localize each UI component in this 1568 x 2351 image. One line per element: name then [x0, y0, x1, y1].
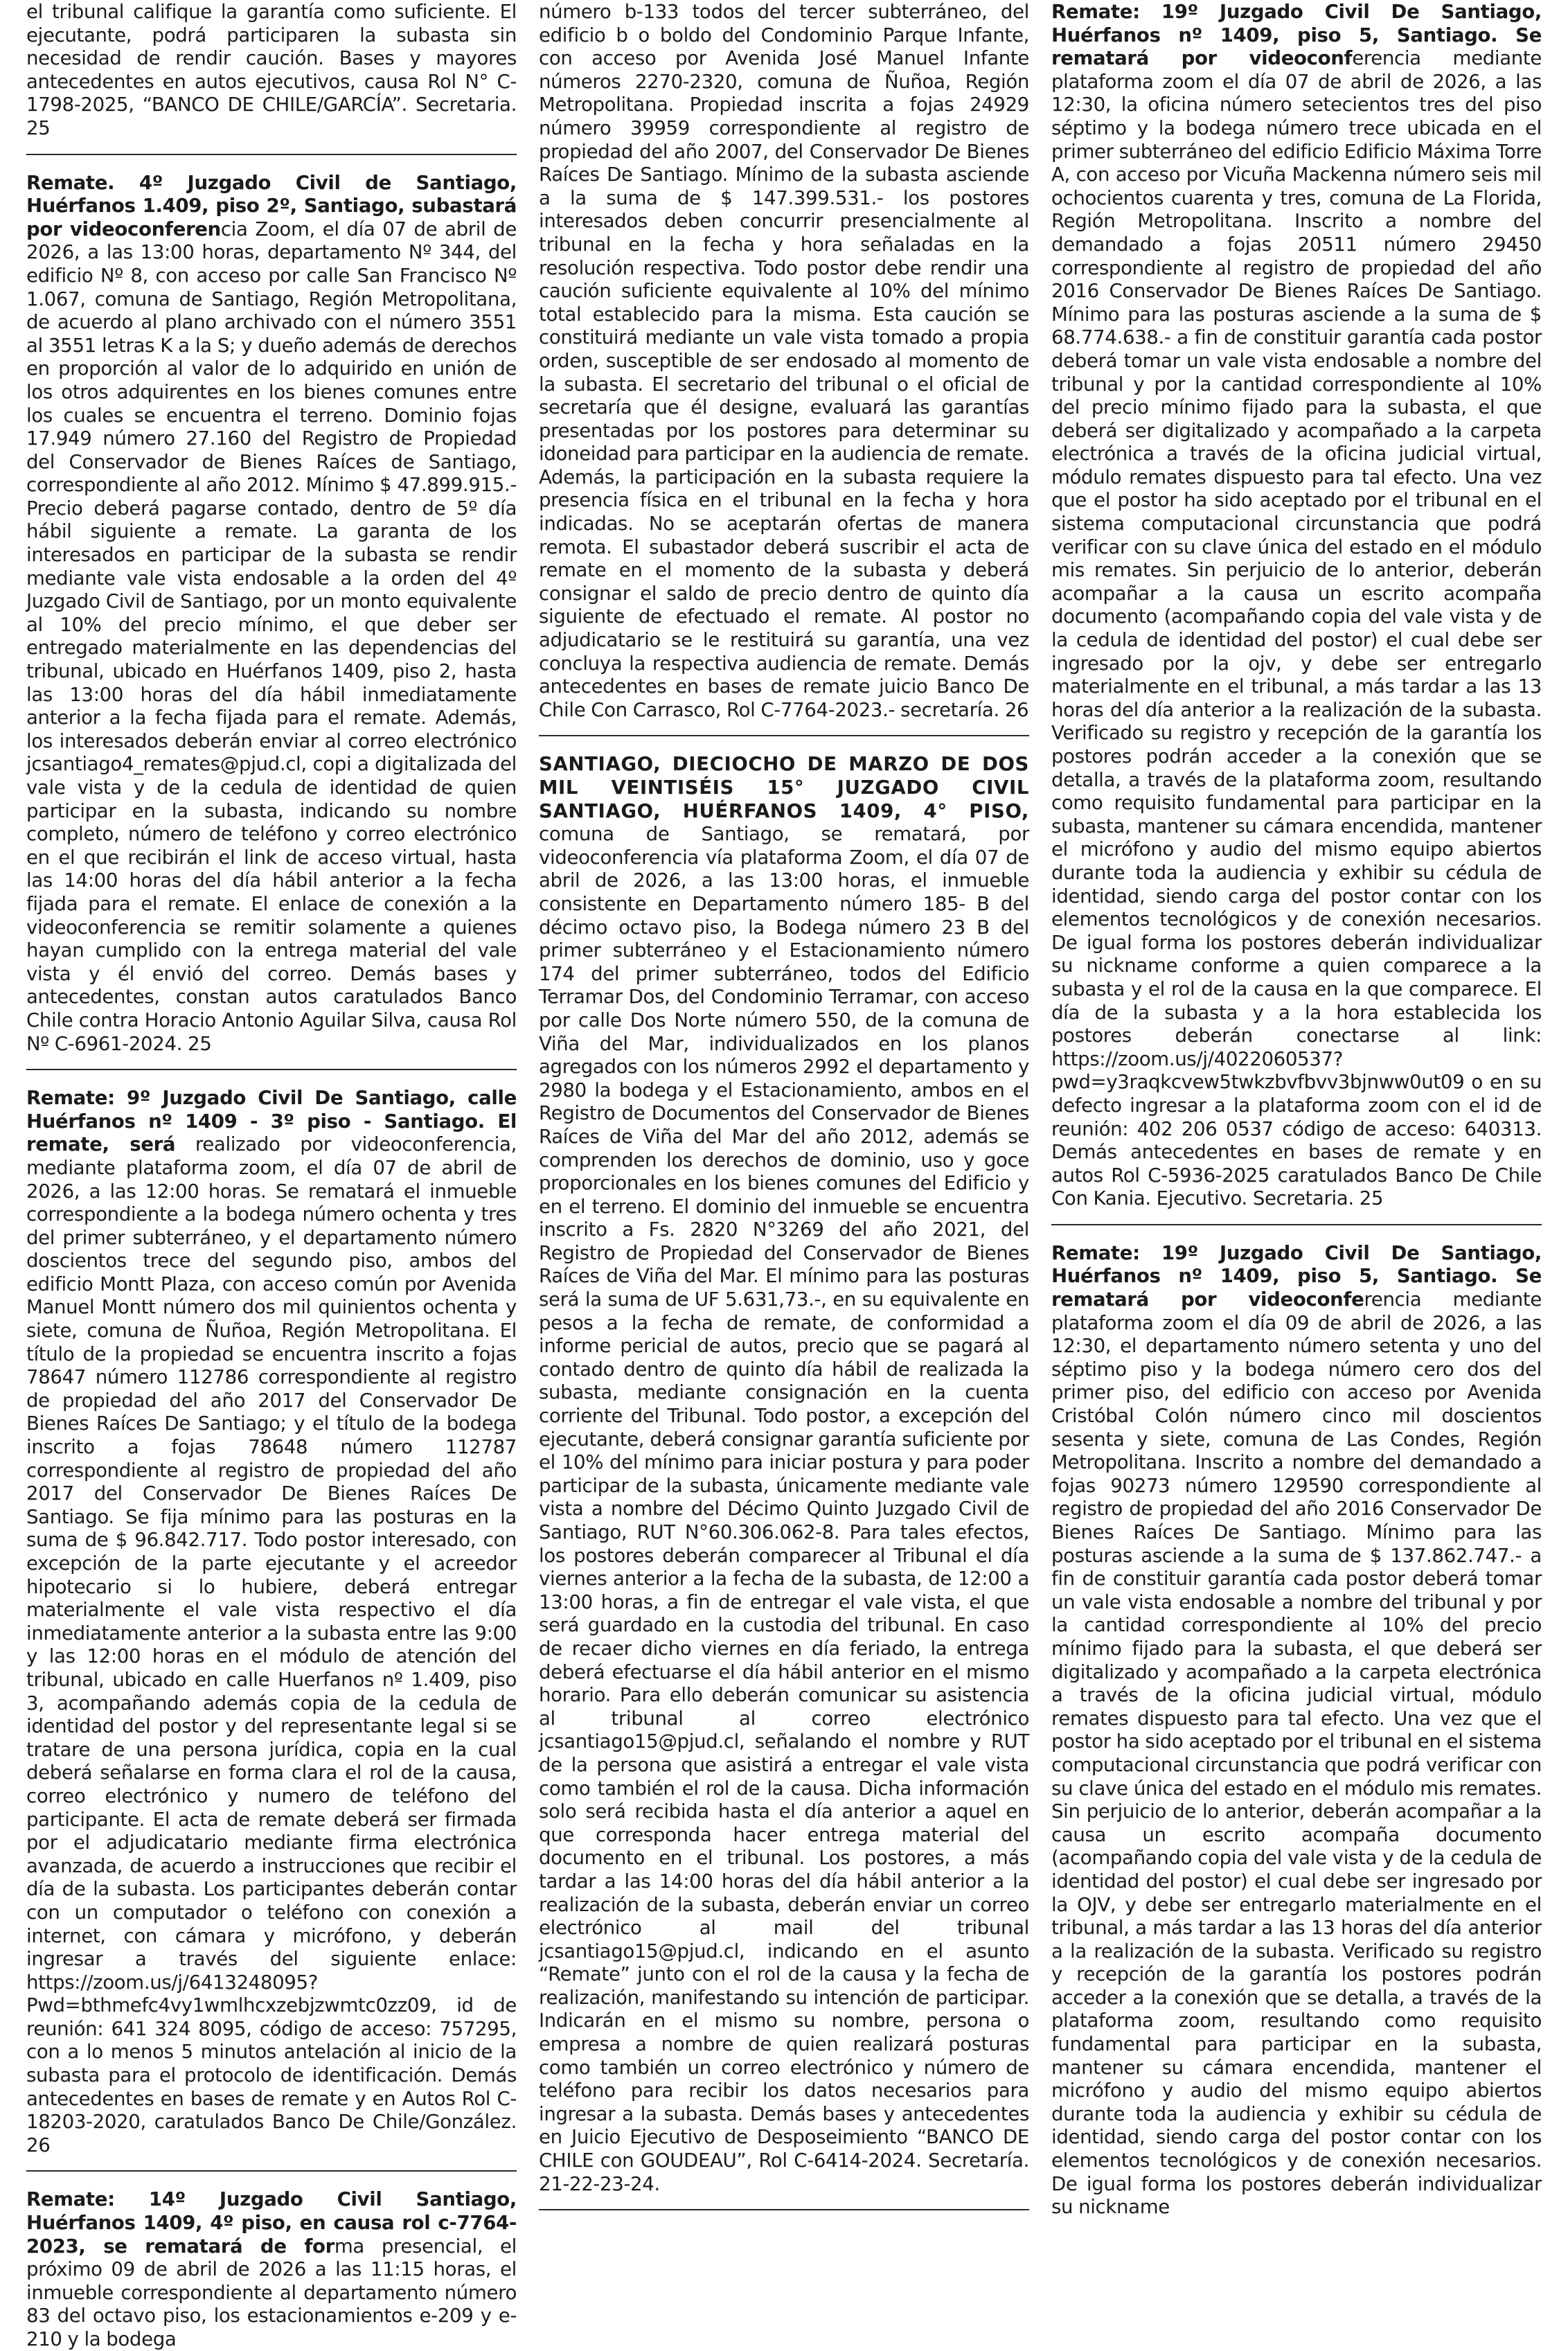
notice-body: comuna de Santiago, se rematará, por videoconferencia vía plataforma Zoom, el día 07 de abril de 2026, a las 13:00 horas, el inmueble consistente en Departamento número 185- B del décimo octavo piso, la Bodega número 23 B del primer subterráneo y el Estacionamiento número 174 del primer subterráneo, todos del Edificio Terramar Dos, del Condominio Terramar, con acceso por calle Dos Norte número 550, de la comuna de Viña del Mar, individualizados en los planos agregados con los números 2992 el departamento y 2980 la bodega y el Estacionamiento, ambos en el Registro de Documentos del Conservador de Bienes Raíces de Viña del Mar del año 2012, además se comprenden los derechos de dominio, uso y goce proporcionales en los bienes comunes del Edificio y en el terreno. El dominio del inmueble se encuentra inscrito a Fs. 2820 N°3269 del año 2021, del Registro de Propiedad del Conservador de Bienes Raíces de Viña del Mar. El mínimo para las posturas será la suma de UF 5.631,73.-, en su equivalente en pesos a la fecha de remate, de conformidad a informe pericial de autos, precio que se pagará al contado dentro de quinto día hábil de realizada la subasta, mediante consignación en la cuenta corriente del Tribunal. Todo postor, a excepción del ejecutante, deberá consignar garantía suficiente por el 10% del mínimo para iniciar postura y para poder participar de la subasta, únicamente mediante vale vista a nombre del Décimo Quinto Juzgado Civil de Santiago, RUT N°60.306.062-8. Para tales efectos, los postores deberán comparecer al Tribunal el día viernes anterior a la fecha de la subasta, de 12:00 a 13:00 horas, a fin de entregar el vale vista, el que será guardado en la custodia del tribunal. En caso de recaer dicho viernes en día feriado, la entrega deberá efectuarse el día hábil anterior en el mismo horario. Para ello deberán comunicar su asistencia al tribunal al correo electrónico jcsantiago15@pjud.cl, señalando el nombre y RUT de la persona que asistirá a entregar el vale vista como también el rol de la causa. Dicha información solo será recibida hasta el día anterior a aquel en que corresponda hacer entrega material del documento en el tribunal. Los postores, a más tardar a las 14:00 horas del día hábil anterior a la realización de la subasta, deberán enviar un correo electrónico al mail del tribunal jcsantiago15@pjud.cl, indicando en el asunto “Remate” junto con el rol de la causa y la fecha de realización, manifestando su intención de participar. Indicarán en el mismo su nombre, persona o empresa a nombre de quien realizará posturas como también un correo electrónico y número de teléfono para recibir los datos necesarios para ingresar a la subasta. Demás bases y antecedentes en Juicio Ejecutivo de Desposeimiento “BANCO DE CHILE con GOUDEAU”, Rol C-6414-2024. Secretaría. 21-22-23-24.	[539, 822, 1029, 2195]
notice-text	[1051, 0, 1542, 1210]
notice-remate-9-juzgado	[26, 1086, 517, 2156]
notice-divider	[26, 154, 517, 155]
notice-text	[539, 752, 1029, 2195]
notice-remate-19-juzgado-b	[1051, 1241, 1542, 2219]
notice-heading: Remate. 4º Juzgado Civil de Santiago, Huérfanos 1.409, piso 2º, Santiago, subastará por videoconferen	[26, 170, 517, 240]
notice-heading: SANTIAGO, DIECIOCHO DE MARZO DE DOS MIL VEINTISÉIS 15° JUZGADO CIVIL SANTIAGO, HUÉRFANOS 1409, 4° PISO,	[539, 752, 1029, 822]
notice-heading: Remate: 14º Juzgado Civil Santiago, Huérfanos 1409, 4º piso, en causa rol c-7764-2023, se rematará de for	[26, 2188, 517, 2257]
notice-body: el tribunal califique la garantía como suficiente. El ejecutante, podrá participaren la subasta sin necesidad de rendir caución. Bases y mayores antecedentes en autos ejecutivos, causa Rol N° C-1798-2025, “BANCO DE CHILE/GARCÍA”. Secretaria. 25	[26, 0, 517, 139]
notice-divider	[539, 2209, 1029, 2210]
notice-divider	[26, 2170, 517, 2172]
notice-divider	[539, 735, 1029, 736]
column-3	[1051, 0, 1542, 2239]
notice-text	[26, 171, 517, 1056]
notice-remate-19-juzgado-a	[1051, 0, 1542, 1210]
notice-divider	[26, 1069, 517, 1070]
notice-body: cia Zoom, el día 07 de abril de 2026, a las 13:00 horas, departamento Nº 344, del edificio Nº 8, con acceso por calle San Francisco Nº 1.067, comuna de Santiago, Región Metropolitana, de acuerdo al plano archivado con el número 3551 al 3551 letras K a la S; y dueño además de derechos en proporción al valor de lo adquirido en unión de los otros adquirentes en los bienes comunes entre los cuales se encuentra el terreno. Dominio fojas 17.949 número 27.160 del Registro de Propiedad del Conservador de Bienes Raíces de Santiago, correspondiente al año 2012. Mínimo $ 47.899.915.- Precio deberá pagarse contado, dentro de 5º día hábil siguiente a remate. La garanta de los interesados en participar de la subasta se rendir mediante vale vista endosable a la orden del 4º Juzgado Civil de Santiago, por un monto equivalente al 10% del precio mínimo, el que deber ser entregado materialmente en las dependencias del tribunal, ubicado en Huérfanos 1409, piso 2, hasta las 13:00 horas del día hábil inmediatamente anterior a la fecha fijada para el remate. Además, los interesados deberán enviar al correo electrónico jcsantiago4_remates@pjud.cl, copi a digitalizada del vale vista y de la cedula de identidad de quien participar en la subasta, indicando su nombre completo, número de teléfono y correo electrónico en el que recibirán el link de acceso virtual, hasta las 14:00 horas del día hábil anterior a la fecha fijada para el remate. El enlace de conexión a la videoconferencia se remitir solamente a quienes hayan cumplido con la entrega material del vale vista y él envió del correo. Demás bases y antecedentes, constan autos caratulados Banco Chile contra Horacio Antonio Aguilar Silva, causa Rol Nº C-6961-2024. 25	[26, 217, 517, 1055]
notice-heading: Remate: 19º Juzgado Civil De Santiago, Huérfanos nº 1409, piso 5, Santiago. Se rematará por videoconfe	[1051, 1241, 1542, 1311]
notice-text	[26, 2188, 517, 2350]
notice-remate-14-juzgado	[26, 2188, 517, 2350]
notice-body: rencia mediante plataforma zoom el día 09 de abril de 2026, a las 12:30, el departamento número setenta y uno del séptimo piso y la bodega número cero dos del primer piso, del edificio con acceso por Avenida Cristóbal Colón número cinco mil doscientos sesenta y siete, comuna de Las Condes, Región Metropolitana. Inscrito a nombre del demandado a fojas 90273 número 129590 correspondiente al registro de propiedad del año 2016 Conservador De Bienes Raíces De Santiago. Mínimo para las posturas asciende a la suma de $ 137.862.747.- a fin de constituir garantía cada postor deberá tomar un vale vista endosable a nombre del tribunal y por la cantidad correspondiente al 10% del precio mínimo fijado para la subasta, el que deberá ser digitalizado y acompañado a la carpeta electrónica a través de la oficina judicial virtual, módulo remates dispuesto para tal efecto. Una vez que el postor ha sido aceptado por el tribunal en el sistema computacional circunstancia que podrá verificar con su clave única del estado en el módulo mis remates. Sin perjuicio de lo anterior, deberán acompañar a la causa un escrito acompaña documento (acompañando copia del vale vista y de la cedula de identidad del postor) el cual debe ser ingresado por la OJV, y debe ser entregarlo materialmente en el tribunal, a más tardar a las 13 horas del día anterior a la realización de la subasta. Verificado su registro y recepción de la garantía los postores podrán acceder a la conexión que se detalla, a través de la plataforma zoom, resultando como requisito fundamental para participar en la subasta, mantener su cámara encendida, mantener el micrófono y audio del mismo equipo abiertos durante toda la audiencia y exhibir su cédula de identidad, siendo carga del postor contar con los elementos tecnológicos y de conexión necesarios. De igual forma los postores deberán individualizar su nickname	[1051, 1288, 1542, 2219]
notice-text	[539, 0, 1029, 721]
notice-body: ma presencial, el próximo 09 de abril de 2026 a las 11:15 horas, el inmueble correspondiente al departamento número 83 del octavo piso, los estacionamientos e-209 y e-210 y la bodega	[26, 2234, 517, 2350]
notice-continuation	[539, 0, 1029, 721]
notice-15-juzgado	[539, 752, 1029, 2195]
notice-heading: Remate: 19º Juzgado Civil De Santiago, Huérfanos nº 1409, piso 5, Santiago. Se rematará por videoconf	[1051, 0, 1542, 70]
notice-heading: Remate: 9º Juzgado Civil De Santiago, calle Huérfanos nº 1409 - 3º piso - Santiago. El remate, será	[26, 1086, 517, 1156]
notice-divider	[1051, 1224, 1542, 1225]
notice-body: número b-133 todos del tercer subterráneo, del edificio b o boldo del Condominio Parque Infante, con acceso por Avenida José Manuel Infante números 2270-2320, comuna de Ñuñoa, Región Metropolitana. Propiedad inscrita a fojas 24929 número 39959 correspondiente al registro de propiedad del año 2007, del Conservador De Bienes Raíces De Santiago. Mínimo de la subasta asciende a la suma de $ 147.399.531.- los postores interesados deben concurrir presencialmente al tribunal en la fecha y hora señaladas en la resolución respectiva. Todo postor debe rendir una caución suficiente equivalente al 10% del mínimo total establecido para la misma. Esta caución se constituirá mediante un vale vista tomado a propia orden, susceptible de ser endosado al momento de la subasta. El secretario del tribunal o el oficial de secretaría que él designe, evaluará las garantías presentadas por los postores para determinar su idoneidad para participar en la audiencia de remate. Además, la participación en la subasta requiere la presencia física en el tribunal en la fecha y hora indicadas. No se aceptarán ofertas de manera remota. El subastador deberá suscribir el acta de remate en el momento de la subasta y deberá consignar el saldo de precio dentro de quinto día siguiente de efectuado el remate. Al postor no adjudicatario se le restituirá su garantía, una vez concluya la respectiva audiencia de remate. Demás antecedentes en bases de remate juicio Banco De Chile Con Carrasco, Rol C-7764-2023.- secretaría. 26	[539, 0, 1029, 721]
notice-text	[26, 0, 517, 140]
notice-continuation	[26, 0, 517, 140]
notice-text	[26, 1086, 517, 2156]
column-2	[539, 0, 1029, 2239]
column-1	[26, 0, 517, 2350]
notice-remate-4-juzgado	[26, 171, 517, 1056]
notice-body: erencia mediante plataforma zoom el día 07 de abril de 2026, a las 12:30, la oficina número setecientos tres del piso séptimo y la bodega número trece ubicada en el primer subterráneo del edificio Edificio Máxima Torre A, con acceso por Vicuña Mackenna número seis mil ochocientos cuarenta y tres, comuna de La Florida, Región Metropolitana. Inscrito a nombre del demandado a fojas 20511 número 29450 correspondiente al registro de propiedad del año 2016 Conservador De Bienes Raíces De Santiago. Mínimo para las posturas asciende a la suma de $ 68.774.638.- a fin de constituir garantía cada postor deberá tomar un vale vista endosable a nombre del tribunal y por la cantidad correspondiente al 10% del precio mínimo fijado para la subasta, el que deberá ser digitalizado y acompañado a la carpeta electrónica a través de la oficina judicial virtual, módulo remates dispuesto para tal efecto. Una vez que el postor ha sido aceptado por el tribunal en el sistema computacional circunstancia que podrá verificar con su clave única del estado en el módulo mis remates. Sin perjuicio de lo anterior, deberán acompañar a la causa un escrito acompaña documento (acompañando copia del vale vista y de la cedula de identidad del postor) el cual debe ser ingresado por la ojv, y debe ser entregarlo materialmente en el tribunal, a más tardar a las 13 horas del día anterior a la realización de la subasta. Verificado su registro y recepción de la garantía los postores podrán acceder a la conexión que se detalla, a través de la plataforma zoom, resultando como requisito fundamental para participar en la subasta, mantener su cámara encendida, mantener el micrófono y audio del mismo equipo abiertos durante toda la audiencia y exhibir su cédula de identidad, siendo carga del postor contar con los elementos tecnológicos y de conexión necesarios. De igual forma los postores deberán individualizar su nickname conforme a quien comparece a la subasta y el rol de la causa en la que comparece. El día de la subasta y a la hora establecida los postores deberán conectarse al link: https://zoom.us/j/4022060537?pwd=y3raqkcvew5twkzbvfbvv3bjnww0ut09 o en su defecto ingresar a la plataforma zoom con el id de reunión: 402 206 0537 código de acceso: 640313. Demás antecedentes en bases de remate y en autos Rol C-5936-2025 caratulados Banco De Chile Con Kania. Ejecutivo. Secretaria. 25	[1051, 46, 1542, 1210]
notice-body: realizado por videoconferencia, mediante plataforma zoom, el día 07 de abril de 2026, a las 12:00 horas. Se rematará el inmueble correspondiente a la bodega número ochenta y tres del primer subterráneo, y el departamento número doscientos trece del segundo piso, ambos del edificio Montt Plaza, con acceso común por Avenida Manuel Montt número dos mil quinientos ochenta y siete, comuna de Ñuñoa, Región Metropolitana. El título de la propiedad se encuentra inscrito a fojas 78647 número 112786 correspondiente al registro de propiedad del año 2017 del Conservador De Bienes Raíces De Santiago; y el título de la bodega inscrito a fojas 78648 número 112787 correspondiente al registro de propiedad del año 2017 del Conservador De Bienes Raíces De Santiago. Se fija mínimo para las posturas en la suma de $ 96.842.717. Todo postor interesado, con excepción de la parte ejecutante y el acreedor hipotecario si lo hubiere, deberá entregar materialmente el vale vista respectivo el día inmediatamente anterior a la subasta entre las 9:00 y las 12:00 horas en el módulo de atención del tribunal, ubicado en calle Huerfanos nº 1.409, piso 3, acompañando además copia de la cedula de identidad del postor y del representante legal si se tratare de una persona jurídica, copia en la cual deberá señalarse en forma clara el rol de la causa, correo electrónico y numero de teléfono del participante. El acta de remate deberá ser firmada por el adjudicatario mediante firma electrónica avanzada, de acuerdo a instrucciones que recibir el día de la subasta. Los participantes deberán contar con un computador o teléfono con conexión a internet, con cámara y micrófono, y deberán ingresar a través del siguiente enlace: https://zoom.us/j/6413248095?Pwd=bthmefc4vy1wmlhcxzebjzwmtc0zz09, id de reunión: 641 324 8095, código de acceso: 757295, con a lo menos 5 minutos antelación al inicio de la subasta para el protocolo de identificación. Demás antecedentes en bases de remate y en Autos Rol C-18203-2020, caratulados Banco De Chile/González. 26	[26, 1133, 517, 2156]
notice-text	[1051, 1241, 1542, 2219]
